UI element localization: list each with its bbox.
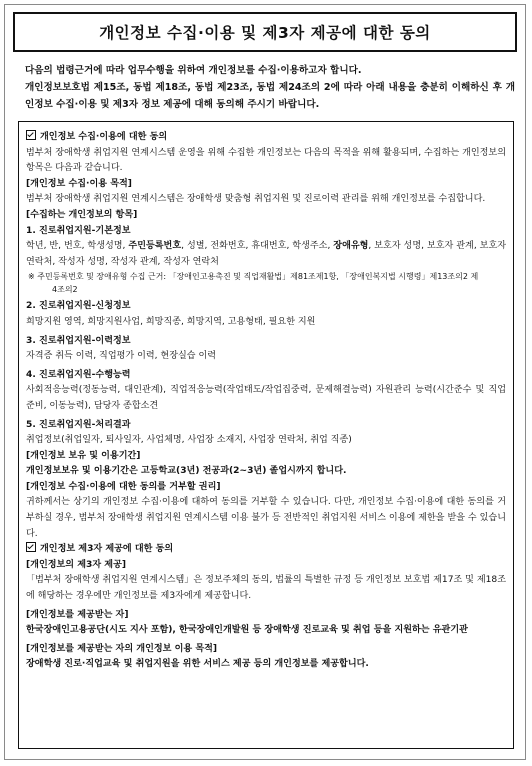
group1-heading: 1. 진로취업지원-기본정보: [26, 225, 131, 236]
group1-text-a: 학년, 반, 번호, 학생성명,: [26, 241, 129, 252]
group3-text: 자격증 취득 이력, 직업평가 이력, 현장실습 이력: [26, 351, 217, 362]
section1-description: 범부처 장애학생 취업지원 연계시스템 운영을 위해 수집한 개인정보는 다음의 목적을 위해 활용되며, 수집하는 개인정보의 항목은 다음과 같습니다.: [26, 147, 506, 174]
third-party-label: [개인정보의 제3자 제공]: [26, 559, 127, 570]
section1-heading: [26, 130, 506, 146]
third-party-text: 「범부처 장애학생 취업지원 연계시스템」은 정보주체의 동의, 법률의 특별한 규정 등 개인정보 보호법 제17조 및 제18조에 해당하는 경우에만 개인정보를 제3자에게 제공합니다.: [26, 575, 506, 602]
group3-heading: 3. 진로취업지원-이력정보: [26, 335, 131, 346]
group1-text-b: , 성별, 전화번호, 휴대번호, 학생주소,: [181, 241, 334, 252]
recipient-purpose-label: [개인정보를 제공받는 자의 개인정보 이용 목적]: [26, 643, 218, 654]
group1-text-bold-disability: 장애유형: [333, 241, 369, 252]
section2-heading-text: 개인정보 제3자 제공에 대한 동의: [40, 544, 174, 555]
group1-text: [26, 239, 506, 270]
purpose-label: [개인정보 수집·이용 목적]: [26, 178, 132, 189]
purpose-text: 범부처 장애학생 취업지원 연계시스템은 장애학생 맞춤형 취업지원 및 진로이력 관리를 위해 개인정보를 수집합니다.: [26, 194, 486, 205]
group1-note: [26, 270, 506, 296]
intro-text: [25, 62, 515, 113]
group4-text: 사회적응능력(정동능력, 대인관계), 직업적응능력(작업태도/작업집중력, 문제해결능력) 자원관리 능력(시간준수 및 직업준비, 이동능력), 담당자 종합소견: [26, 385, 506, 411]
recipient-label: [개인정보를 제공받는 자]: [26, 609, 129, 620]
group5-text: 취업정보(취업일자, 퇴사일자, 사업체명, 사업장 소재지, 사업장 연락처, 취업 직종): [26, 435, 352, 446]
consent-content-box: [18, 121, 514, 749]
retention-text: 개인정보보유 및 이용기간은 고등학교(3년) 전공과(2~3년) 졸업시까지 합니다.: [26, 466, 347, 477]
recipient-text: 한국장애인고용공단(시도 지사 포함), 한국장애인개발원 등 장애학생 진로교육 및 취업 등을 지원하는 유관기관: [26, 625, 468, 636]
group1-text-bold-rrn: 주민등록번호: [128, 241, 182, 252]
intro-line-2: 개인정보보호법 제15조, 동법 제18조, 동법 제23조, 동법 제24조의 2에 따라 아래 내용을 충분히 이해하신 후 개인정보 수집·이용 및 제3자 정보 제공에 대해 동의해 주시기 바랍니다.: [25, 82, 515, 110]
group1-note-cont: 4조의2: [52, 285, 78, 295]
items-label: [수집하는 개인정보의 항목]: [26, 209, 138, 220]
checkbox-checked-icon[interactable]: [26, 130, 36, 140]
intro-line-1: 다음의 법령근거에 따라 업무수행을 위하여 개인정보를 수집·이용하고자 합니다.: [25, 65, 362, 76]
retention-label: [개인정보 보유 및 이용기간]: [26, 450, 141, 461]
checkbox-checked-icon[interactable]: [26, 542, 36, 552]
group4-heading: 4. 진로취업지원-수행능력: [26, 369, 131, 380]
group2-heading: 2. 진로취업지원-신청정보: [26, 301, 131, 312]
group1-text-c: , 보호자 성명, 보호자 관계, 보호자 연락처, 작성자 성명, 작성자 관계, 작성자 연락처: [26, 241, 507, 267]
group2-text: 희망지원 영역, 희망지원사업, 희망직종, 희망지역, 고용형태, 필요한 지원: [26, 316, 316, 327]
recipient-purpose-text: 장애학생 진로·직업교육 및 취업지원을 위한 서비스 제공 등의 개인정보를 제공합니다.: [26, 659, 369, 670]
document-page: [4, 4, 526, 760]
group5-heading: 5. 진로취업지원-처리결과: [26, 419, 131, 430]
refusal-label: [개인정보 수집·이용에 대한 동의를 거부할 권리]: [26, 481, 221, 492]
section1-heading-text: 개인정보 수집·이용에 대한 동의: [40, 132, 168, 142]
document-title: 개인정보 수집·이용 및 제3자 제공에 대한 동의: [13, 12, 517, 52]
section2-heading: [26, 542, 506, 558]
group1-note-line: ※ 주민등록번호 및 장애유형 수집 근거: 「장애인고용촉진 및 직업재활법」제81조제1항, 「장애인복지법 시행령」제13조의2 제: [28, 272, 479, 282]
refusal-text: 귀하께서는 상기의 개인정보 수집·이용에 대하여 동의를 거부할 수 있습니다. 다만, 개인정보 수집·이용에 대한 동의를 거부하실 경우, 범부처 장애학생 취업지원 연계시스템 이용 불가 등 전반적인 취업지원 서비스 이용에 제한을 받을 수 있습니다.: [26, 497, 506, 539]
